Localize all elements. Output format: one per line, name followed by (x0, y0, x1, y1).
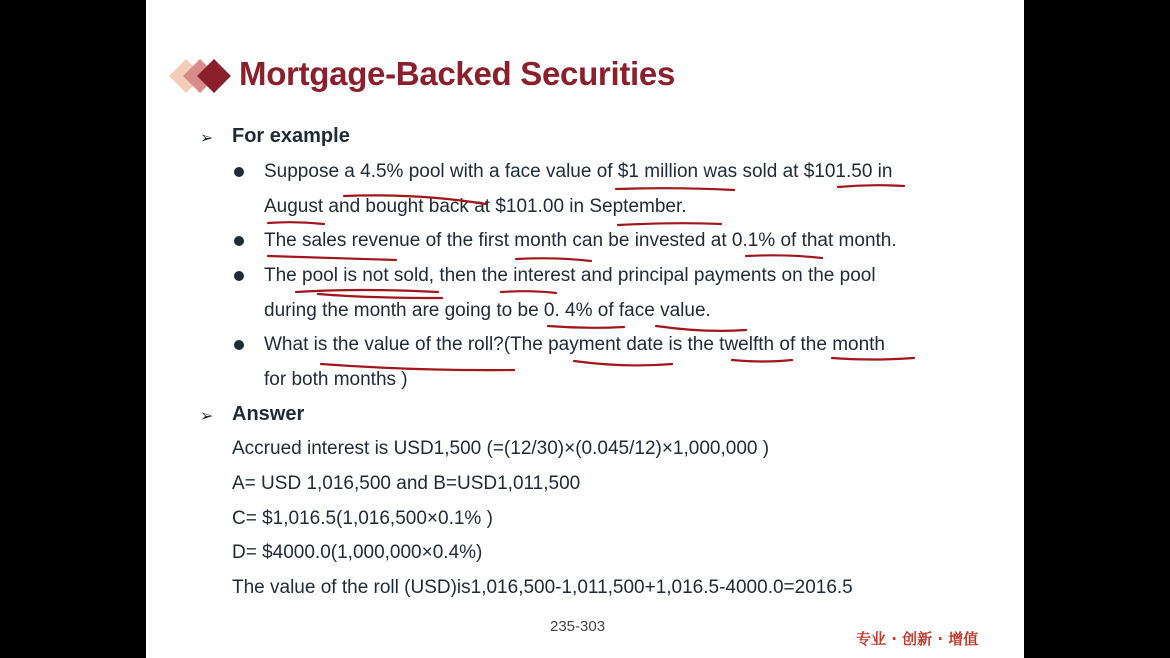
slide (146, 0, 1024, 658)
example-line: The sales revenue of the first month can be invested at 0.1% of that month. (264, 230, 897, 251)
annotation-stroke (732, 360, 792, 362)
answer-line: The value of the roll (USD)is1,016,500-1,011,500+1,016.5-4000.0=2016.5 (232, 577, 853, 598)
answer-heading: Answer (232, 403, 305, 425)
annotation-stroke (832, 358, 914, 360)
example-line: What is the value of the roll?(The payment date is the twelfth of the month (264, 334, 885, 355)
round-bullet-icon (234, 271, 244, 281)
annotation-stroke (268, 256, 396, 260)
title-row (166, 52, 866, 102)
example-heading: For example (232, 125, 350, 147)
answer-line: A= USD 1,016,500 and B=USD1,011,500 (232, 473, 581, 494)
annotation-stroke (656, 326, 746, 331)
answer-line: C= $1,016.5(1,016,500×0.1% ) (232, 508, 493, 529)
annotation-stroke (516, 258, 591, 261)
annotation-stroke (574, 361, 672, 365)
annotation-stroke (296, 290, 438, 292)
arrowhead-bullet-icon: ➢ (200, 408, 214, 425)
annotation-stroke (268, 222, 324, 224)
annotation-stroke (746, 255, 822, 258)
example-line: during the month are going to be 0. 4% of face value. (264, 300, 711, 321)
example-line: The pool is not sold, then the interest and principal payments on the pool (264, 265, 876, 286)
answer-line: D= $4000.0(1,000,000×0.4%) (232, 542, 483, 563)
answer-line: Accrued interest is USD1,500 (=(12/30)×(0.045/12)×1,000,000 ) (232, 438, 770, 459)
annotation-stroke (501, 291, 556, 293)
annotation-stroke (548, 326, 624, 328)
round-bullet-icon (234, 236, 244, 246)
page-title: Mortgage-Backed Securities (239, 55, 676, 92)
round-bullet-icon (234, 340, 244, 350)
diamond-cluster-icon (166, 52, 236, 102)
annotation-stroke (616, 188, 734, 190)
example-line: for both months ) (264, 369, 408, 390)
example-line: Suppose a 4.5% pool with a face value of $1 million was sold at $101.50 in (264, 161, 893, 182)
annotation-stroke (318, 294, 442, 298)
arrowhead-bullet-icon: ➢ (200, 130, 214, 147)
page-number: 235-303 (550, 618, 606, 635)
round-bullet-icon (234, 167, 244, 177)
annotation-stroke (618, 223, 721, 225)
example-line: August and bought back at $101.00 in September. (264, 196, 687, 217)
annotation-stroke (838, 185, 904, 187)
footer-brand: 专业 · 创新 · 增值 (856, 630, 979, 648)
